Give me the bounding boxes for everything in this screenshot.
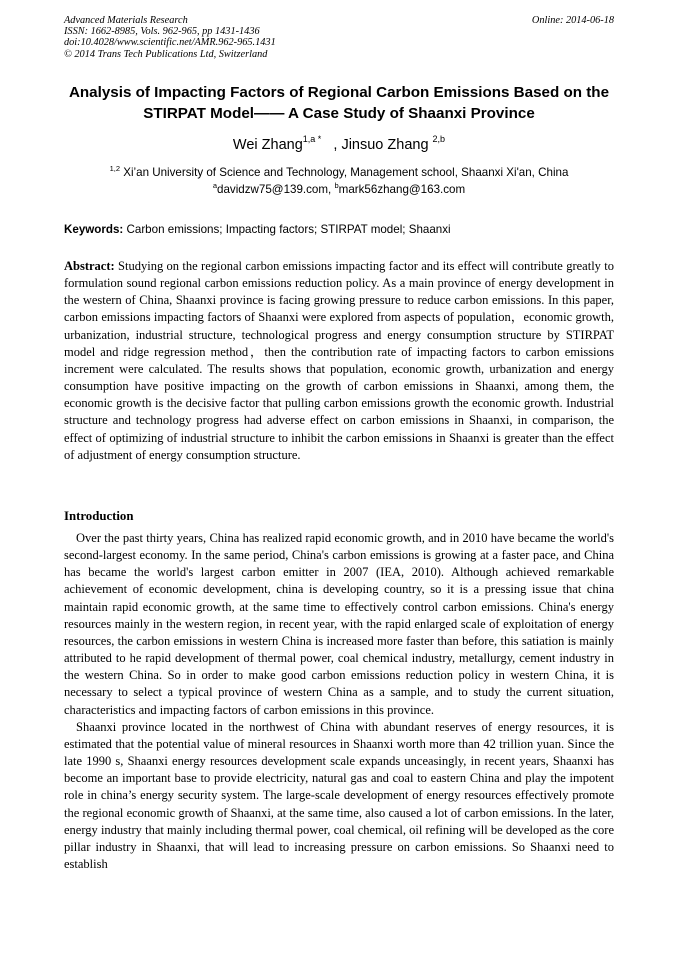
abstract-label: Abstract: [64,259,115,273]
intro-paragraph-2: Shaanxi province located in the northwest of China with abundant reserves of energy resources, it is estimated that the potential value of mineral resources in Shaanxi worth more than 42 trillion yuan. Since the late 1990 s, Shaanxi energy resources development scale expands unceasingly, in recent years, Shaanxi has become an important base to provide electricity, natural gas and coal to eastern China and play the impotent role in china’s energy security system. The large-scale development of energy resources effectively promote the regional economic growth of Shaanxi, at the same time, also caused a lot of carbon emissions. In the later, energy industry that mainly including thermal power, coal chemical, oil refining will be developed as the core pillar industry in Shaanxi, that will lead to increasing pressure on carbon emissions. So Shaanxi need to establish [64,719,614,871]
author-2-affil-mark: 2,b [432,134,446,144]
affiliation-block [0,164,678,198]
paper-title: Analysis of Impacting Factors of Regional Carbon Emissions Based on the STIRPAT Model—— A Case Study of Shaanxi Province [68,84,610,122]
journal-name: Advanced Materials Research [64,15,188,26]
abstract-block [64,258,614,464]
email-a: davidzw75@139.com, [217,183,335,196]
email-a-mark: a [212,181,218,190]
journal-doi: doi:10.4028/www.scientific.net/AMR.962-965.1431 [64,37,276,49]
author-separator: , [333,137,342,153]
intro-paragraph-1: Over the past thirty years, China has realized rapid economic growth, and in 2010 have became the world's second-largest economy. In the same period, China's carbon emissions is growing at a faster pace, and China has became the world's largest carbon emitter in 2007 (IEA, 2010). Although achieved remarkable achievement of economic development, china is developing country, so it is a pressing issue that china maintain rapid economic growth, at the same time to effectively control carbon emissions. China's energy resources mainly in the western region, in recent year, with the rapid enlarged scale of exploitation of energy resources, the carbon emissions in western China is increased more faster than before, this satiation is mainly attributed to he rapid development of thermal power, coal chemical industry, metallurgy, cement industry in the western China. So in order to make good carbon emissions reduction policy in western China, it is necessary to select a typical province of western China as a sample, and to study the current situation, characteristics and impacting factors of carbon emissions in this province. [64,531,614,717]
journal-header [64,15,614,60]
email-b-mark: b [334,181,339,190]
keywords-line [64,222,614,238]
author-1-affil-mark: 1,a * [302,134,322,144]
email-line [0,181,678,198]
abstract-text: Studying on the regional carbon emissions impacting factor and its effect will contribute greatly to formulation sound regional carbon emissions reduction policy. As a main province of energy development in the western of China, Shaanxi province is facing growing pressure to reduce carbon emissions. In this paper, carbon emissions impacting factors of Shaanxi were explored from aspects of population，economic growth, urbanization, industrial structure, technological progress and energy consumption structure by STIRPAT model and ridge regression method，then the contribution rate of impacting factors to carbon emissions increment were calculated. The results shows that population, economic growth, urbanization and energy consumption have positive impacting on the growth of carbon emissions in Shaanxi, among them, the economic growth is the decisive factor that pulling carbon emissions growth the economic growth. Industrial structure and technology progress had adverse effect on carbon emissions in Shaanxi, in comparison, the effect of optimizing of industrial structure to inhibit the carbon emissions in Shaanxi is greater than the effect of adjustment of energy consumption structure. [64,259,614,462]
introduction-body [64,530,614,873]
affiliation-text: Xi’an University of Science and Technology, Management school, Shaanxi Xi'an, China [120,166,569,179]
author-2-name: Jinsuo Zhang [341,137,429,153]
keywords-text: Carbon emissions; Impacting factors; STIRPAT model; Shaanxi [123,223,451,236]
online-date: Online: 2014-06-18 [531,15,614,26]
affiliation-line [0,164,678,181]
author-line [0,136,678,154]
journal-copyright: © 2014 Trans Tech Publications Ltd, Switzerland [64,48,268,60]
journal-issn: ISSN: 1662-8985, Vols. 962-965, pp 1431-1436 [64,26,260,38]
affiliation-mark: 1,2 [109,164,121,173]
section-heading-introduction: Introduction [64,509,134,523]
author-1-name: Wei Zhang [232,137,303,153]
email-b: mark56zhang@163.com [338,183,466,196]
keywords-label: Keywords: [64,223,124,236]
